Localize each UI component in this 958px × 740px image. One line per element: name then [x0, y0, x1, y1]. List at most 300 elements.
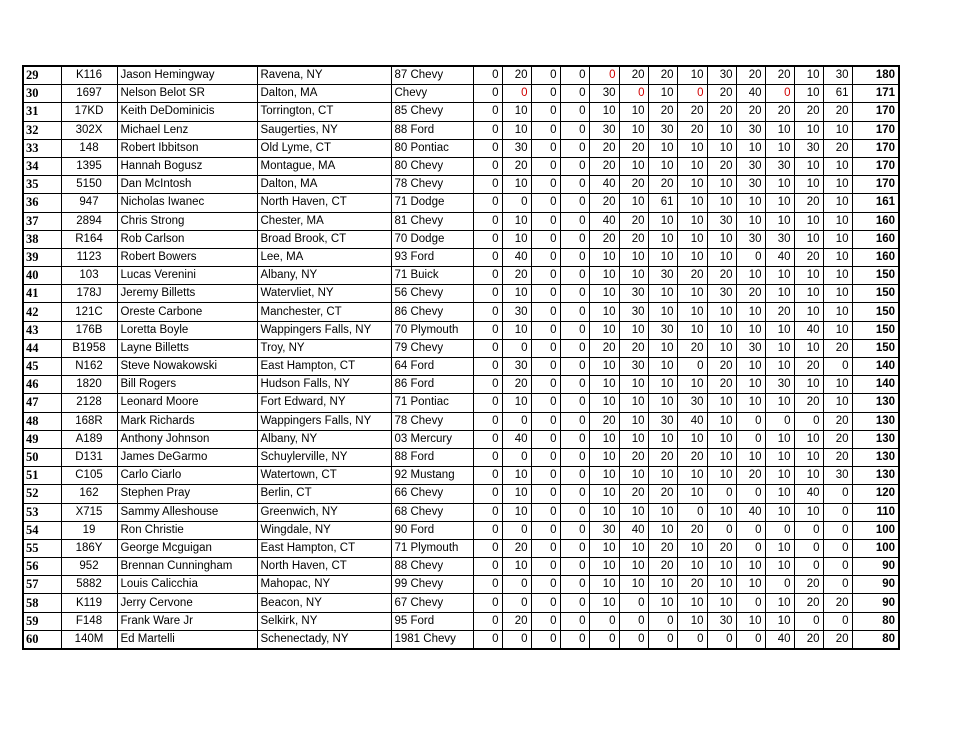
race-score-cell: 10 [677, 194, 707, 212]
position-cell: 58 [23, 594, 61, 612]
race-score-cell: 20 [648, 448, 677, 466]
table-row [23, 285, 899, 303]
race-score-cell: 20 [707, 157, 736, 175]
car-number-cell: D131 [61, 448, 117, 466]
race-score-cell: 30 [794, 139, 823, 157]
race-score-cell: 0 [473, 576, 502, 594]
driver-cell: George Mcguigan [117, 539, 257, 557]
race-score-cell: 10 [648, 467, 677, 485]
race-score-cell: 10 [677, 539, 707, 557]
car-number-cell: 121C [61, 303, 117, 321]
position-cell: 31 [23, 103, 61, 121]
car-number-cell: 19 [61, 521, 117, 539]
race-score-cell: 20 [677, 521, 707, 539]
race-score-cell: 20 [794, 103, 823, 121]
total-points-cell: 150 [852, 267, 899, 285]
car-number-cell: F148 [61, 612, 117, 630]
race-score-cell: 10 [648, 503, 677, 521]
car-number-cell: N162 [61, 358, 117, 376]
race-score-cell: 10 [589, 321, 619, 339]
race-score-cell: 30 [502, 303, 531, 321]
total-points-cell: 80 [852, 630, 899, 649]
table-row [23, 194, 899, 212]
race-score-cell: 10 [619, 248, 648, 266]
position-cell: 54 [23, 521, 61, 539]
race-score-cell: 10 [619, 121, 648, 139]
race-score-cell: 10 [589, 448, 619, 466]
position-cell: 39 [23, 248, 61, 266]
driver-cell: Ron Christie [117, 521, 257, 539]
race-score-cell: 0 [560, 521, 589, 539]
driver-cell: James DeGarmo [117, 448, 257, 466]
car-number-cell: R164 [61, 230, 117, 248]
total-points-cell: 130 [852, 394, 899, 412]
race-score-cell: 10 [502, 558, 531, 576]
table-row [23, 467, 899, 485]
race-score-cell: 10 [677, 321, 707, 339]
driver-cell: Louis Calicchia [117, 576, 257, 594]
position-cell: 38 [23, 230, 61, 248]
hometown-cell: Torrington, CT [257, 103, 391, 121]
race-score-cell: 0 [560, 139, 589, 157]
race-score-cell: 10 [707, 430, 736, 448]
race-score-cell: 40 [589, 212, 619, 230]
race-score-cell: 20 [736, 285, 765, 303]
driver-cell: Hannah Bogusz [117, 157, 257, 175]
race-score-cell: 10 [589, 285, 619, 303]
race-score-cell: 0 [765, 85, 794, 103]
race-score-cell: 30 [707, 212, 736, 230]
car-number-cell: 103 [61, 267, 117, 285]
table-row [23, 139, 899, 157]
race-score-cell: 10 [765, 467, 794, 485]
race-score-cell: 20 [677, 267, 707, 285]
race-score-cell: 0 [502, 448, 531, 466]
position-cell: 36 [23, 194, 61, 212]
race-score-cell: 0 [502, 194, 531, 212]
race-score-cell: 20 [589, 230, 619, 248]
race-score-cell: 10 [765, 267, 794, 285]
race-score-cell: 20 [736, 467, 765, 485]
hometown-cell: Montague, MA [257, 157, 391, 175]
car-model-cell: 71 Buick [391, 267, 473, 285]
race-score-cell: 0 [560, 85, 589, 103]
race-score-cell: 10 [823, 230, 852, 248]
race-score-cell: 0 [531, 394, 560, 412]
race-score-cell: 20 [736, 103, 765, 121]
race-score-cell: 0 [560, 321, 589, 339]
car-number-cell: 186Y [61, 539, 117, 557]
race-score-cell: 10 [707, 394, 736, 412]
race-score-cell: 0 [531, 321, 560, 339]
total-points-cell: 170 [852, 103, 899, 121]
race-score-cell: 0 [473, 412, 502, 430]
driver-cell: Stephen Pray [117, 485, 257, 503]
race-score-cell: 40 [736, 85, 765, 103]
race-score-cell: 0 [736, 248, 765, 266]
race-score-cell: 0 [823, 612, 852, 630]
race-score-cell: 0 [473, 230, 502, 248]
car-number-cell: 1820 [61, 376, 117, 394]
race-score-cell: 20 [502, 157, 531, 175]
car-model-cell: 99 Chevy [391, 576, 473, 594]
race-score-cell: 30 [736, 176, 765, 194]
car-model-cell: 86 Ford [391, 376, 473, 394]
car-number-cell: 162 [61, 485, 117, 503]
position-cell: 48 [23, 412, 61, 430]
race-score-cell: 30 [707, 612, 736, 630]
race-score-cell: 0 [648, 612, 677, 630]
race-score-cell: 0 [736, 485, 765, 503]
total-points-cell: 110 [852, 503, 899, 521]
driver-cell: Nelson Belot SR [117, 85, 257, 103]
race-score-cell: 0 [502, 412, 531, 430]
race-score-cell: 20 [765, 103, 794, 121]
race-score-cell: 10 [765, 212, 794, 230]
table-row [23, 630, 899, 649]
race-score-cell: 10 [502, 503, 531, 521]
race-score-cell: 20 [589, 194, 619, 212]
race-score-cell: 20 [823, 139, 852, 157]
driver-cell: Leonard Moore [117, 394, 257, 412]
car-model-cell: 86 Chevy [391, 303, 473, 321]
hometown-cell: Wappingers Falls, NY [257, 412, 391, 430]
race-score-cell: 20 [502, 539, 531, 557]
race-score-cell: 20 [502, 376, 531, 394]
car-number-cell: 148 [61, 139, 117, 157]
car-model-cell: 71 Plymouth [391, 539, 473, 557]
race-score-cell: 40 [619, 521, 648, 539]
race-score-cell: 0 [531, 594, 560, 612]
race-score-cell: 10 [619, 267, 648, 285]
race-score-cell: 10 [619, 539, 648, 557]
race-score-cell: 20 [619, 339, 648, 357]
race-score-cell: 0 [473, 485, 502, 503]
driver-cell: Dan McIntosh [117, 176, 257, 194]
race-score-cell: 10 [823, 121, 852, 139]
race-score-cell: 10 [794, 212, 823, 230]
race-score-cell: 0 [736, 594, 765, 612]
race-score-cell: 10 [648, 139, 677, 157]
race-score-cell: 20 [794, 194, 823, 212]
position-cell: 29 [23, 66, 61, 85]
race-score-cell: 10 [794, 467, 823, 485]
race-score-cell: 10 [736, 612, 765, 630]
race-score-cell: 0 [619, 594, 648, 612]
race-score-cell: 0 [531, 85, 560, 103]
race-score-cell: 30 [589, 521, 619, 539]
race-score-cell: 0 [560, 467, 589, 485]
race-score-cell: 40 [765, 248, 794, 266]
driver-cell: Carlo Ciarlo [117, 467, 257, 485]
race-score-cell: 0 [502, 339, 531, 357]
race-score-cell: 10 [794, 303, 823, 321]
hometown-cell: Old Lyme, CT [257, 139, 391, 157]
car-number-cell: 17KD [61, 103, 117, 121]
car-number-cell: 2894 [61, 212, 117, 230]
position-cell: 53 [23, 503, 61, 521]
race-score-cell: 61 [648, 194, 677, 212]
race-score-cell: 0 [473, 285, 502, 303]
total-points-cell: 90 [852, 594, 899, 612]
driver-cell: Lucas Verenini [117, 267, 257, 285]
race-score-cell: 10 [589, 503, 619, 521]
race-score-cell: 0 [473, 339, 502, 357]
race-score-cell: 10 [648, 248, 677, 266]
race-score-cell: 30 [589, 121, 619, 139]
driver-cell: Anthony Johnson [117, 430, 257, 448]
position-cell: 35 [23, 176, 61, 194]
race-score-cell: 0 [531, 430, 560, 448]
hometown-cell: Dalton, MA [257, 176, 391, 194]
race-score-cell: 0 [794, 558, 823, 576]
car-model-cell: 80 Pontiac [391, 139, 473, 157]
total-points-cell: 130 [852, 467, 899, 485]
car-model-cell: 66 Chevy [391, 485, 473, 503]
race-score-cell: 10 [707, 558, 736, 576]
race-score-cell: 20 [736, 66, 765, 85]
race-score-cell: 20 [648, 485, 677, 503]
race-score-cell: 10 [794, 85, 823, 103]
race-score-cell: 0 [531, 66, 560, 85]
race-score-cell: 10 [765, 612, 794, 630]
race-score-cell: 30 [736, 339, 765, 357]
race-score-cell: 10 [765, 121, 794, 139]
race-score-cell: 20 [794, 630, 823, 649]
total-points-cell: 150 [852, 339, 899, 357]
race-score-cell: 0 [473, 85, 502, 103]
race-score-cell: 30 [648, 121, 677, 139]
race-score-cell: 20 [677, 103, 707, 121]
driver-cell: Rob Carlson [117, 230, 257, 248]
race-score-cell: 10 [794, 376, 823, 394]
race-score-cell: 10 [823, 285, 852, 303]
hometown-cell: Broad Brook, CT [257, 230, 391, 248]
race-score-cell: 0 [473, 558, 502, 576]
race-score-cell: 10 [707, 576, 736, 594]
race-score-cell: 0 [473, 539, 502, 557]
race-score-cell: 10 [736, 267, 765, 285]
race-score-cell: 10 [648, 521, 677, 539]
car-model-cell: 88 Chevy [391, 558, 473, 576]
car-number-cell: 168R [61, 412, 117, 430]
race-score-cell: 0 [473, 321, 502, 339]
car-model-cell: 79 Chevy [391, 339, 473, 357]
race-score-cell: 0 [502, 521, 531, 539]
hometown-cell: Selkirk, NY [257, 612, 391, 630]
race-score-cell: 10 [677, 303, 707, 321]
table-row [23, 539, 899, 557]
race-score-cell: 10 [619, 194, 648, 212]
driver-cell: Brennan Cunningham [117, 558, 257, 576]
race-score-cell: 10 [589, 594, 619, 612]
race-score-cell: 10 [823, 303, 852, 321]
position-cell: 45 [23, 358, 61, 376]
race-score-cell: 10 [648, 230, 677, 248]
race-score-cell: 0 [473, 394, 502, 412]
race-score-cell: 0 [473, 121, 502, 139]
race-score-cell: 0 [677, 503, 707, 521]
race-score-cell: 0 [531, 267, 560, 285]
race-score-cell: 0 [531, 485, 560, 503]
race-score-cell: 0 [794, 612, 823, 630]
race-score-cell: 20 [619, 176, 648, 194]
car-number-cell: K119 [61, 594, 117, 612]
race-score-cell: 20 [765, 303, 794, 321]
race-score-cell: 20 [823, 594, 852, 612]
car-model-cell: 90 Ford [391, 521, 473, 539]
race-score-cell: 20 [707, 103, 736, 121]
race-score-cell: 10 [823, 248, 852, 266]
total-points-cell: 130 [852, 430, 899, 448]
race-score-cell: 10 [707, 448, 736, 466]
race-score-cell: 10 [648, 376, 677, 394]
hometown-cell: Chester, MA [257, 212, 391, 230]
race-score-cell: 10 [677, 285, 707, 303]
race-score-cell: 30 [648, 321, 677, 339]
car-model-cell: 78 Chevy [391, 176, 473, 194]
race-score-cell: 0 [736, 539, 765, 557]
race-score-cell: 0 [560, 303, 589, 321]
table-row [23, 176, 899, 194]
race-score-cell: 0 [473, 594, 502, 612]
total-points-cell: 170 [852, 121, 899, 139]
race-score-cell: 20 [619, 485, 648, 503]
position-cell: 32 [23, 121, 61, 139]
race-score-cell: 0 [531, 121, 560, 139]
race-score-cell: 20 [823, 103, 852, 121]
total-points-cell: 90 [852, 558, 899, 576]
race-score-cell: 40 [736, 503, 765, 521]
race-score-cell: 0 [707, 521, 736, 539]
race-score-cell: 30 [765, 230, 794, 248]
race-score-cell: 20 [707, 358, 736, 376]
race-score-cell: 30 [648, 267, 677, 285]
car-number-cell: 952 [61, 558, 117, 576]
race-score-cell: 10 [677, 230, 707, 248]
race-score-cell: 10 [765, 485, 794, 503]
table-row [23, 558, 899, 576]
race-score-cell: 10 [765, 539, 794, 557]
race-score-cell: 10 [707, 339, 736, 357]
race-score-cell: 10 [707, 303, 736, 321]
race-score-cell: 0 [531, 467, 560, 485]
race-score-cell: 0 [823, 503, 852, 521]
race-score-cell: 0 [765, 412, 794, 430]
race-score-cell: 0 [736, 412, 765, 430]
race-score-cell: 10 [502, 467, 531, 485]
driver-cell: Nicholas Iwanec [117, 194, 257, 212]
race-score-cell: 10 [648, 339, 677, 357]
race-score-cell: 0 [502, 85, 531, 103]
race-score-cell: 10 [765, 285, 794, 303]
race-score-cell: 0 [531, 521, 560, 539]
race-score-cell: 0 [560, 230, 589, 248]
race-score-cell: 20 [677, 121, 707, 139]
race-score-cell: 0 [765, 576, 794, 594]
race-score-cell: 20 [502, 612, 531, 630]
race-score-cell: 0 [560, 539, 589, 557]
table-row [23, 121, 899, 139]
race-score-cell: 10 [707, 121, 736, 139]
race-score-cell: 0 [473, 358, 502, 376]
hometown-cell: Lee, MA [257, 248, 391, 266]
race-score-cell: 30 [502, 358, 531, 376]
total-points-cell: 100 [852, 521, 899, 539]
position-cell: 46 [23, 376, 61, 394]
hometown-cell: Watertown, CT [257, 467, 391, 485]
race-score-cell: 10 [736, 558, 765, 576]
table-row [23, 230, 899, 248]
race-score-cell: 0 [794, 539, 823, 557]
race-score-cell: 10 [677, 467, 707, 485]
race-score-cell: 0 [531, 230, 560, 248]
race-score-cell: 20 [707, 267, 736, 285]
car-model-cell: 1981 Chevy [391, 630, 473, 649]
race-score-cell: 0 [560, 612, 589, 630]
race-score-cell: 0 [560, 212, 589, 230]
race-score-cell: 40 [794, 485, 823, 503]
race-score-cell: 10 [765, 503, 794, 521]
race-score-cell: 10 [589, 485, 619, 503]
race-score-cell: 10 [619, 467, 648, 485]
race-score-cell: 0 [473, 103, 502, 121]
total-points-cell: 150 [852, 285, 899, 303]
car-model-cell: 85 Chevy [391, 103, 473, 121]
race-score-cell: 10 [707, 230, 736, 248]
car-number-cell: C105 [61, 467, 117, 485]
race-score-cell: 10 [619, 103, 648, 121]
position-cell: 33 [23, 139, 61, 157]
race-score-cell: 0 [560, 358, 589, 376]
race-score-cell: 40 [794, 321, 823, 339]
race-score-cell: 0 [473, 212, 502, 230]
race-score-cell: 10 [648, 85, 677, 103]
driver-cell: Jerry Cervone [117, 594, 257, 612]
race-score-cell: 10 [707, 594, 736, 612]
race-score-cell: 0 [560, 594, 589, 612]
race-score-cell: 10 [502, 121, 531, 139]
race-score-cell: 0 [560, 103, 589, 121]
race-score-cell: 10 [794, 230, 823, 248]
race-score-cell: 20 [648, 176, 677, 194]
race-score-cell: 10 [619, 157, 648, 175]
race-score-cell: 10 [765, 394, 794, 412]
race-score-cell: 20 [823, 630, 852, 649]
car-number-cell: 1395 [61, 157, 117, 175]
total-points-cell: 120 [852, 485, 899, 503]
car-model-cell: 70 Plymouth [391, 321, 473, 339]
table-row [23, 394, 899, 412]
race-score-cell: 0 [589, 630, 619, 649]
race-score-cell: 10 [648, 303, 677, 321]
race-score-cell: 0 [560, 66, 589, 85]
race-score-cell: 0 [531, 358, 560, 376]
race-score-cell: 0 [473, 139, 502, 157]
race-score-cell: 20 [502, 267, 531, 285]
race-score-cell: 0 [560, 267, 589, 285]
race-score-cell: 0 [560, 248, 589, 266]
race-score-cell: 10 [794, 176, 823, 194]
hometown-cell: Wingdale, NY [257, 521, 391, 539]
total-points-cell: 170 [852, 157, 899, 175]
race-score-cell: 10 [823, 376, 852, 394]
table-row [23, 376, 899, 394]
total-points-cell: 140 [852, 376, 899, 394]
race-score-cell: 10 [589, 267, 619, 285]
table-row [23, 103, 899, 121]
race-score-cell: 20 [794, 394, 823, 412]
